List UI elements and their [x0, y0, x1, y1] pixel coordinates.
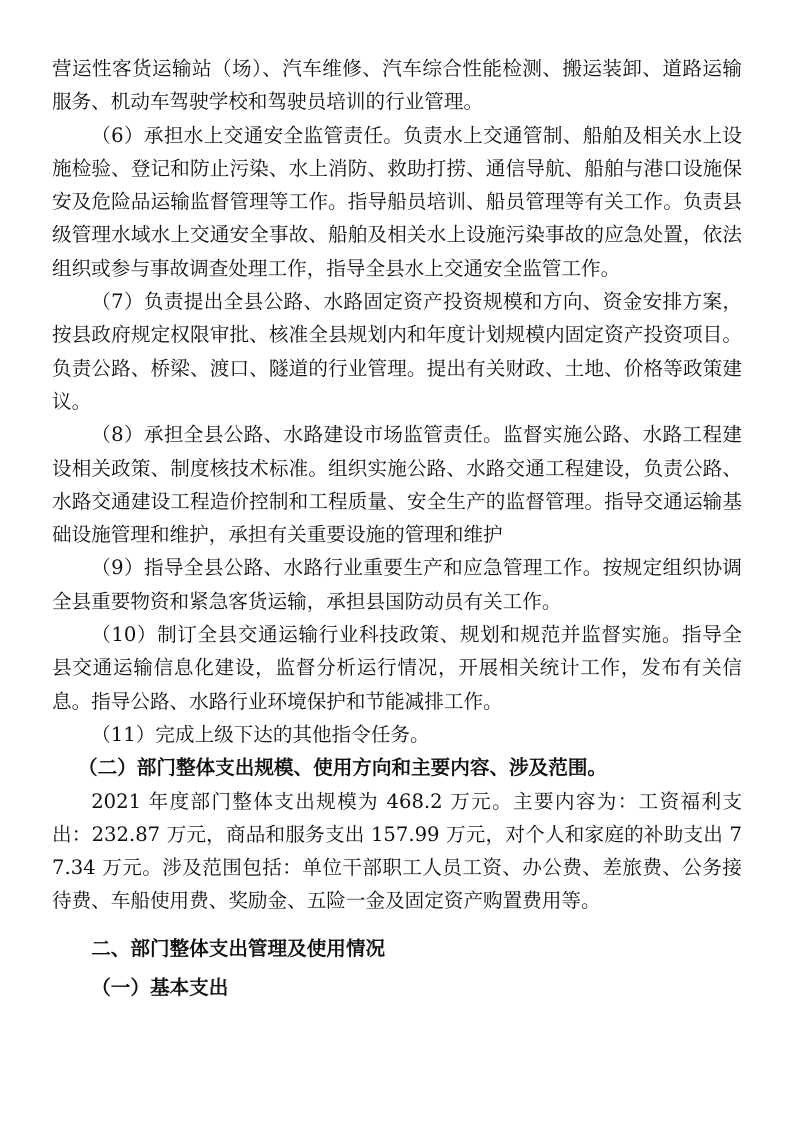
paragraph-item-8: （8）承担全县公路、水路建设市场监管责任。监督实施公路、水路工程建设相关政策、制度核技术标准。组织实施公路、水路交通工程建设，负责公路、水路交通建设工程造价控制和工程质量、安全生产的监督管理。指导交通运输基础设施管理和维护，承担有关重要设施的管理和维护 — [52, 423, 742, 547]
heading-basic-expenditure: （一）基本支出 — [91, 976, 229, 1000]
paragraph-industry-management: 营运性客货运输站（场）、汽车维修、汽车综合性能检测、搬运装卸、道路运输服务、机动车驾驶学校和驾驶员培训的行业管理。 — [52, 57, 742, 114]
paragraph-item-9: （9）指导全县公路、水路行业重要生产和应急管理工作。按规定组织协调全县重要物资和紧急客货运输，承担县国防动员有关工作。 — [52, 556, 742, 613]
heading-section-two: 二、部门整体支出管理及使用情况 — [91, 936, 386, 960]
document-body — [52, 52, 742, 1004]
paragraph-budget-summary: 2021 年度部门整体支出规模为 468.2 万元。主要内容为：工资福利支出：232.87 万元，商品和服务支出 157.99 万元，对个人和家庭的补助支出 77.34 万元。涉及范围包括：单位干部职工人员工资、办公费、差旅费、公务接待费、车船使用费、奖励金、五险一金及固定资产购置费用等。 — [52, 789, 742, 913]
paragraph-item-6: （6）承担水上交通安全监管责任。负责水上交通管制、船舶及相关水上设施检验、登记和防止污染、水上消防、救助打捞、通信导航、船舶与港口设施保安及危险品运输监督管理等工作。指导船员培训、船员管理等有关工作。负责县级管理水域水上交通安全事故、船舶及相关水上设施污染事故的应急处置，依法组织或参与事故调查处理工作，指导全县水上交通安全监管工作。 — [52, 123, 742, 280]
paragraph-item-10: （10）制订全县交通运输行业科技政策、规划和规范并监督实施。指导全县交通运输信息化建设，监督分析运行情况，开展相关统计工作，发布有关信息。指导公路、水路行业环境保护和节能减排工作。 — [52, 623, 742, 713]
paragraph-item-11: （11）完成上级下达的其他指令任务。 — [91, 722, 430, 746]
paragraph-item-7: （7）负责提出全县公路、水路固定资产投资规模和方向、资金安排方案，按县政府规定权限审批、核准全县规划内和年度计划规模内固定资产投资项目。负责公路、桥梁、渡口、隧道的行业管理。提出有关财政、土地、价格等政策建议。 — [52, 290, 742, 413]
heading-expenditure-scope: （二）部门整体支出规模、使用方向和主要内容、涉及范围。 — [78, 756, 608, 780]
